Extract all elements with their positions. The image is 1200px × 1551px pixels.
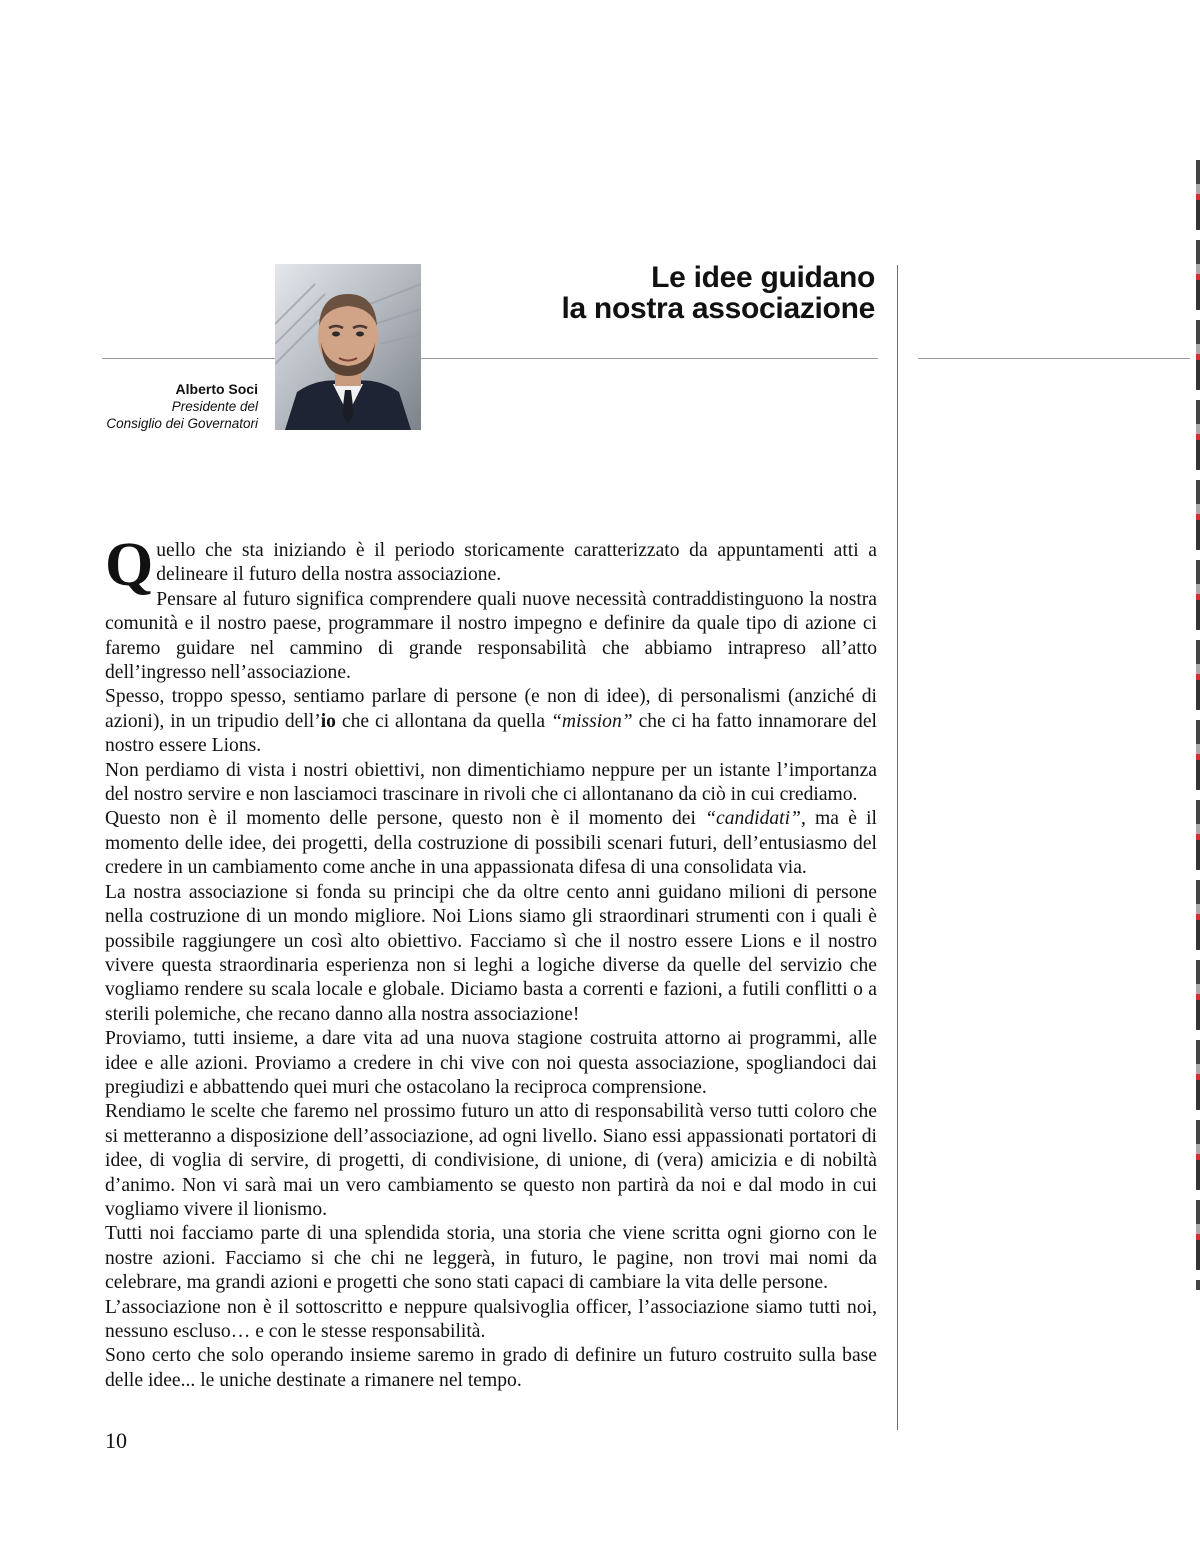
paragraph-11: Sono certo che solo operando insieme saremo in grado di definire un futuro costruito sulla base delle idee... le uniche destinate a rimanere nel tempo. [105, 1345, 877, 1391]
paragraph-1-text: uello che sta iniziando è il periodo storicamente caratterizzato da appuntamenti atti a delineare il futuro della nostra associazione. [156, 540, 877, 586]
paragraph-1 [105, 531, 877, 599]
paragraph-5-text-a: Questo non è il momento delle persone, questo non è il momento dei [105, 808, 706, 830]
paragraph-6: La nostra associazione si fonda su principi che da oltre cento anni guidano milioni di persone nella costruzione di un mondo migliore. Noi Lions siamo gli straordinari strumenti con i quali è possibile raggiungere un così alto obiettivo. Facciamo sì che il nostro essere Lions e il nostro vivere questa straordinaria esperienza non si leghi a logiche diverse da quelle del servizio che vogliamo rendere su scala locale e globale. Diciamo basta a correnti e fazioni, a futili conflitti o a sterili polemiche, che recano danno alla nostra associazione! [105, 881, 877, 1025]
header-rule-right [918, 358, 1190, 359]
page-number: 10 [105, 1428, 127, 1453]
author-name: Alberto Soci [175, 381, 258, 397]
paragraph-7: Proviamo, tutti insieme, a dare vita ad una nuova stagione costruita attorno ai programmi, alle idee e alle azioni. Proviamo a credere in chi vive con noi questa associazione, spogliandoci dai pregiudizi e abbattendo quei muri che ostacolano la reciproca comprensione. [105, 1028, 877, 1098]
author-role-line-2: Consiglio dei Governatori [106, 416, 258, 431]
paragraph-3-text-b: che ci allontana da quella [335, 710, 551, 732]
article-title [561, 262, 875, 324]
paragraph-5-italic: “candidati” [705, 808, 801, 830]
paragraph-2: Pensare al futuro significa comprendere quali nuove necessità contraddistinguono la nostra comunità e il nostro paese, programmare il nostro impegno e definire da quale tipo di azione ci faremo guidare nel cammino di grande responsabilità che abbiamo intrapreso all’atto dell’ingresso nell’associazione. [105, 588, 877, 684]
paragraph-9: Tutti noi facciamo parte di una splendida storia, una storia che viene scritta ogni giorno con le nostre azioni. Facciamo si che chi ne leggerà, in futuro, le pagine, non trovi mai nomi da celebrare, ma grandi azioni e progetti che sono stati capaci di cambiare la vita delle persone. [105, 1223, 877, 1294]
paragraph-3-text-a: Spesso, troppo spesso, sentiamo parlare di persone (e non di idee), di personalismi (anziché di azioni), in un tripudio dell’ [105, 686, 877, 732]
header-rule [102, 358, 878, 359]
paragraph-3-text-c: che ci ha fatto innamorare del nostro essere Lions. [105, 710, 877, 757]
paragraph-8: Rendiamo le scelte che faremo nel prossimo futuro un atto di responsabilità verso tutti coloro che si metteranno a disposizione dell’associazione, ad ogni livello. Siano essi appassionati portatori di idee, di voglia di servire, di progetti, di condivisione, di unione, di (vera) amicizia e di nobiltà d’animo. Non vi sarà mai un vero cambiamento se questo non partirà da noi e dal modo in cui vogliamo vivere il lionismo. [105, 1101, 877, 1220]
adjacent-page-edge [1196, 160, 1200, 1290]
author-portrait-image [275, 264, 421, 430]
author-photo [275, 264, 421, 430]
title-line-1: Le idee guidano [651, 261, 875, 294]
paragraph-3-bold: io [320, 710, 336, 732]
paragraph-10: L’associazione non è il sottoscritto e neppure qualsivoglia officer, l’associazione siamo tutti noi, nessuno escluso… e con le stesse responsabilità. [105, 1296, 877, 1342]
title-line-2: la nostra associazione [561, 292, 875, 325]
paragraph-5-text-b: , ma è il momento delle idee, dei progetti, della costruzione di possibili scenari futuri, dell’entusiasmo del credere in un cambiamento come anche in una appassionata difesa di una consolidata via. [105, 808, 877, 879]
author-role-line-1: Presidente del [171, 399, 258, 414]
column-divider [897, 265, 898, 1430]
paragraph-5 [105, 807, 877, 880]
author-byline [60, 380, 258, 432]
paragraph-3 [105, 685, 877, 758]
paragraph-3-italic: “mission” [550, 710, 633, 732]
article-body [105, 531, 877, 1393]
paragraph-4: Non perdiamo di vista i nostri obiettivi, non dimentichiamo neppure per un istante l’importanza del nostro servire e non lasciamoci trascinare in rivoli che ci allontanano da ciò in cui crediamo. [105, 759, 877, 806]
drop-cap: Q [105, 531, 154, 599]
